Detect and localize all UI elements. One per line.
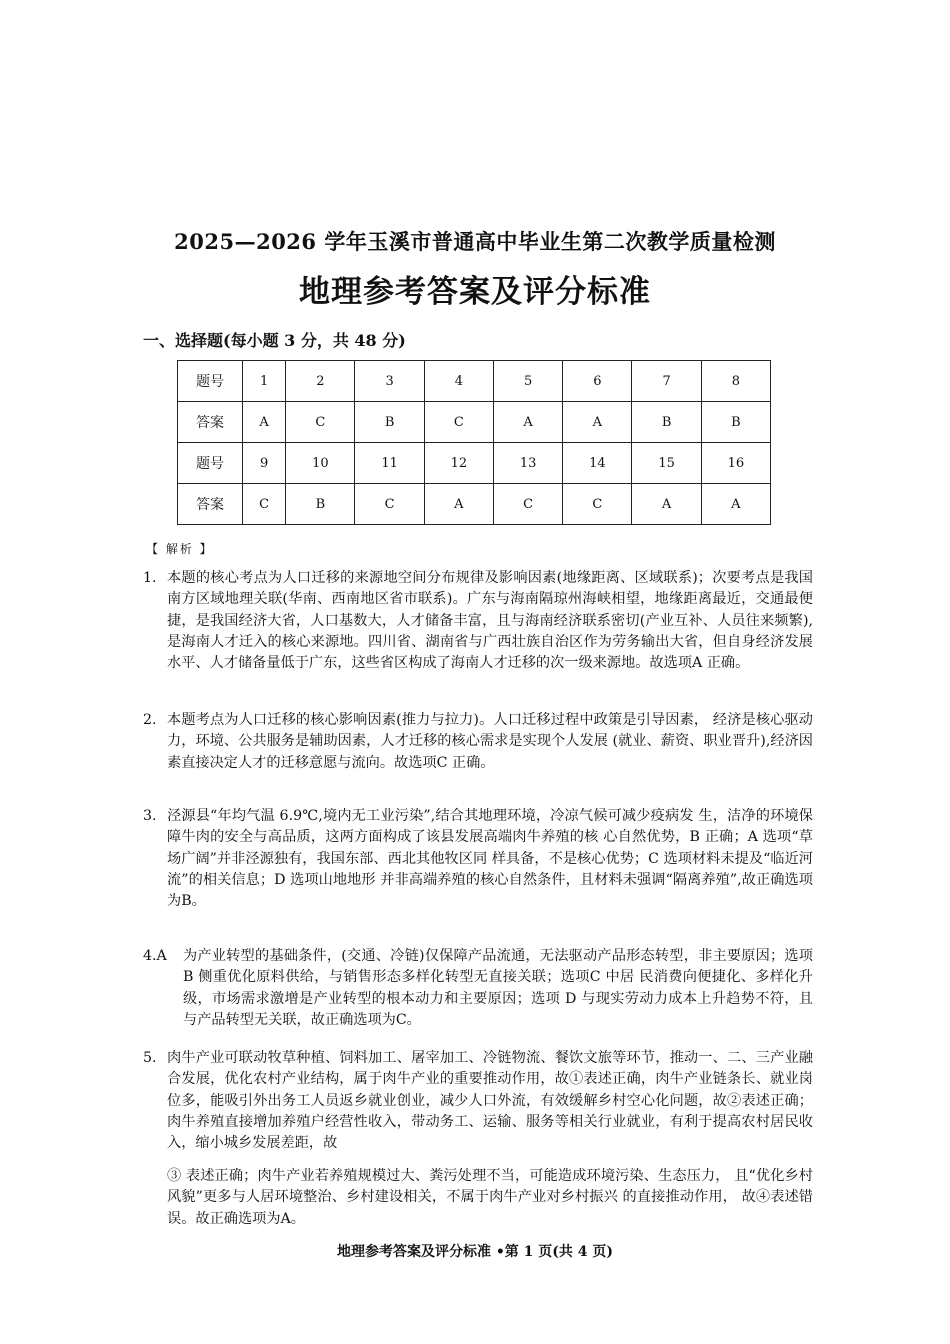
table-cell: A [632,484,701,525]
table-row [178,402,771,443]
table-cell: 8 [701,361,770,402]
table-row [178,484,771,525]
table-cell: 15 [632,443,701,484]
table-cell: 3 [355,361,424,402]
table-cell: A [563,402,632,443]
item-text: 本题考点为人口迁移的核心影响因素(推力与拉力)。人口迁移过程中政策是引导因素， 经济是核心驱动力，环境、公共服务是辅助因素，人才迁移的核心需求是实现个人发展 (就业、薪资、职业晋升),经济因素直接决定人才的迁移意愿与流向。故选项C 正确。 [167,712,813,771]
table-cell: 12 [424,443,493,484]
answer-table [177,360,771,525]
analysis-item-1 [143,568,813,674]
table-cell: 7 [632,361,701,402]
table-cell: 2 [286,361,355,402]
analysis-item-3 [143,806,813,912]
table-cell: 1 [243,361,286,402]
table-cell: 11 [355,443,424,484]
exam-title: 2025—2026 学年玉溪市普通高中毕业生第二次教学质量检测 [174,229,776,254]
item-number: 1. [143,570,157,586]
analysis-label: 【 解析 】 [146,542,214,556]
row-label: 题号 [178,443,243,484]
table-row [178,361,771,402]
table-cell: 14 [563,443,632,484]
analysis-item-5 [143,1048,813,1154]
table-cell: B [355,402,424,443]
table-cell: C [563,484,632,525]
table-cell: 10 [286,443,355,484]
analysis-item-2 [143,710,813,774]
item-number: 3. [143,808,157,824]
table-cell: 16 [701,443,770,484]
analysis-item-5-continued [143,1166,813,1230]
analysis-item-4 [143,946,813,1031]
table-cell: 4 [424,361,493,402]
table-cell: B [701,402,770,443]
row-label: 答案 [178,402,243,443]
item-text: 本题的核心考点为人口迁移的来源地空间分布规律及影响因素(地缘距离、区域联系)；次要考点是我国南方区域地理关联(华南、西南地区省市联系)。广东与海南隔琼州海峡相望，地缘距离最近，交通最便捷，是我国经济大省，人口基数大，人才储备丰富，且与海南经济联系密切(产业互补、人员往来频繁),是海南人才迁入的核心来源地。四川省、湖南省与广西壮族自治区作为劳务输出大省，但自身经济发展水平、人才储备量低于广东，这些省区构成了海南人才迁移的次一级来源地。故选项A 正确。 [167,570,813,672]
table-cell: A [701,484,770,525]
item-number: 2. [143,712,157,728]
table-cell: A [243,402,286,443]
table-cell: C [243,484,286,525]
row-label: 题号 [178,361,243,402]
table-cell: B [286,484,355,525]
table-cell: 6 [563,361,632,402]
table-cell: C [424,402,493,443]
section-heading: 一、选择题(每小题 3 分，共 48 分) [143,331,406,350]
table-cell: 5 [493,361,562,402]
row-label: 答案 [178,484,243,525]
table-cell: C [493,484,562,525]
table-cell: 13 [493,443,562,484]
table-cell: 9 [243,443,286,484]
item-number: 5. [143,1050,157,1066]
item-text: ③ 表述正确；肉牛产业若养殖规模过大、粪污处理不当，可能造成环境污染、生态压力， 且“优化乡村风貌”更多与人居环境整治、乡村建设相关，不属于肉牛产业对乡村振兴 的直接推动作用， 故④表述错误。故正确选项为A。 [167,1168,813,1227]
table-row [178,443,771,484]
table-cell: B [632,402,701,443]
item-number: 4.A [143,948,167,964]
table-cell: C [355,484,424,525]
item-text: 泾源县“年均气温 6.9℃,境内无工业污染”,结合其地理环境，冷凉气候可减少疫病发 生，洁净的环境保障牛肉的安全与高品质，这两方面构成了该县发展高端肉牛养殖的核 心自然优势，B 正确；A 选项“草场广阔”并非泾源独有，我国东部、西北其他牧区同 样具备，不是核心优势；C 选项材料未提及“临近河流”的相关信息；D 选项山地地形 并非高端养殖的核心自然条件，且材料未强调“隔离养殖”,故正确选项为B。 [167,808,813,910]
page-footer: 地理参考答案及评分标准 •第 1 页(共 4 页) [336,1244,614,1260]
item-text: 肉牛产业可联动牧草种植、饲料加工、屠宰加工、冷链物流、餐饮文旅等环节，推动一、二、三产业融合发展，优化农村产业结构，属于肉牛产业的重要推动作用，故①表述正确，肉牛产业链条长、就业岗位多，能吸引外出务工人员返乡就业创业，减少人口外流，有效缓解乡村空心化问题，故②表述正确；肉牛养殖直接增加养殖户经营性收入，带动务工、运输、服务等相关行业就业，有利于提高农村居民收入，缩小城乡发展差距，故 [167,1050,813,1152]
table-cell: A [424,484,493,525]
item-text: 为产业转型的基础条件，(交通、冷链)仅保障产品流通，无法驱动产品形态转型，非主要原因；选项B 侧重优化原料供给，与销售形态多样化转型无直接关联；选项C 中居 民消费向便捷化、多样化升级，市场需求激增是产业转型的根本动力和主要原因；选项 D 与现实劳动力成本上升趋势不符，且与产品转型无关联，故正确选项为C。 [183,948,813,1028]
table-cell: C [286,402,355,443]
table-cell: A [493,402,562,443]
document-subtitle: 地理参考答案及评分标准 [299,274,651,310]
